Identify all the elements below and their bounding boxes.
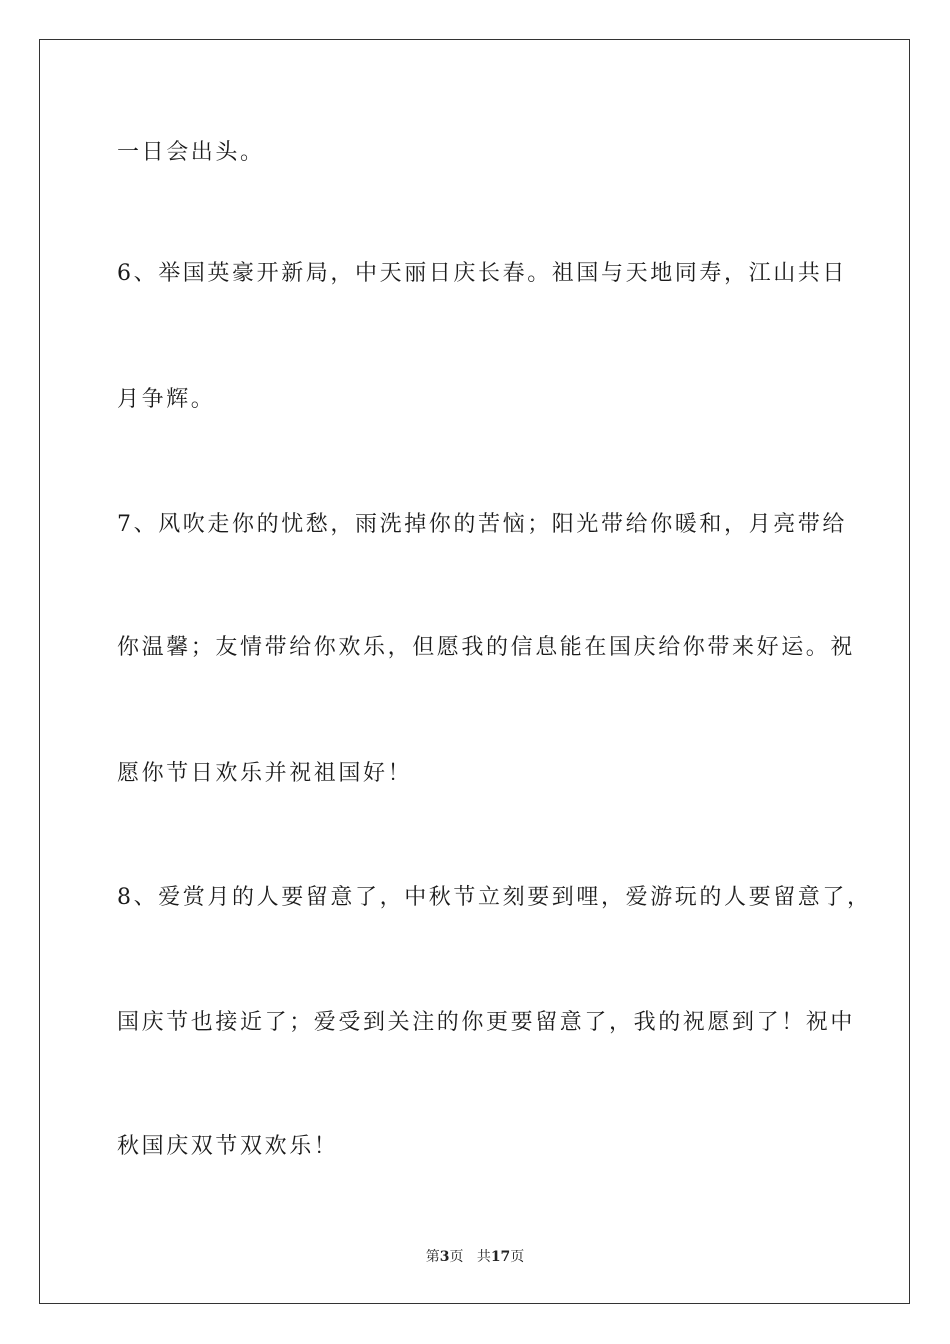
text-line: 国庆节也接近了；爱受到关注的你更要留意了，我的祝愿到了！祝中 <box>117 1010 856 1035</box>
text-line: 8、爱赏月的人要留意了，中秋节立刻要到哩，爱游玩的人要留意了， <box>117 885 872 910</box>
text-line: 愿你节日欢乐并祝祖国好！ <box>117 761 413 786</box>
page-border <box>39 39 910 1304</box>
page-suffix: 页 <box>449 1249 464 1265</box>
page-prefix: 第 <box>425 1249 440 1265</box>
text-line: 6、举国英豪开新局，中天丽日庆长春。祖国与天地同寿，江山共日 <box>117 261 847 286</box>
text-line: 7、风吹走你的忧愁，雨洗掉你的苦恼；阳光带给你暖和，月亮带给 <box>117 512 847 537</box>
text-line: 一日会出头。 <box>117 140 265 165</box>
total-pages: 17 <box>490 1249 511 1265</box>
text-line: 月争辉。 <box>117 387 216 412</box>
page-footer <box>0 1247 950 1267</box>
total-suffix: 页 <box>510 1249 525 1265</box>
page-number: 3 <box>439 1249 450 1265</box>
text-line: 秋国庆双节双欢乐！ <box>117 1134 339 1159</box>
total-prefix: 共 <box>476 1249 491 1265</box>
text-line: 你温馨；友情带给你欢乐，但愿我的信息能在国庆给你带来好运。祝 <box>117 635 856 660</box>
